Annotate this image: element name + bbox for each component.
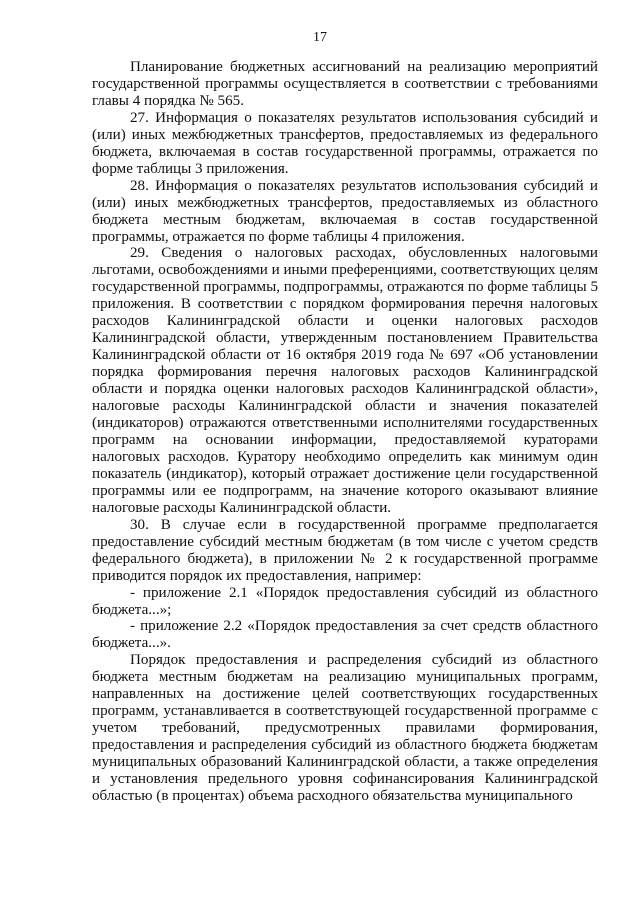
- paragraph-29: 29. Сведения о налоговых расходах, обусловленных налоговыми льготами, освобождениями и иными преференциями, соответствующих целям государственной программы, подпрограммы, отражаются по форме таблицы 5 приложения. В соответствии с порядком формирования перечня налоговых расходов Калининградской области и оценки налоговых расходов Калининградской области, утвержденным постановлением Правительства Калининградской области от 16 октября 2019 года № 697 «Об установлении порядка формирования перечня налоговых расходов Калининградской области и порядка оценки налоговых расходов Калининградской области», налоговые расходы Калининградской области и значения показателей (индикаторов) отражаются ответственными исполнителями государственных программ на основании информации, предоставляемой кураторами налоговых расходов. Куратору необходимо определить как минимум один показатель (индикатор), который отражает достижение цели государственной программы или ее подпрограмм, на значение которого оказывают влияние налоговые расходы Калининградской области.: [92, 245, 598, 516]
- list-item-appendix-2-1: - приложение 2.1 «Порядок предоставления субсидий из областного бюджета...»;: [92, 584, 598, 618]
- paragraph-subsidy-procedure: Порядок предоставления и распределения субсидий из областного бюджета местным бюджетам на реализацию муниципальных программ, направленных на достижение целей соответствующих государственных программ, устанавливается в соответствующей государственной программе с учетом требований, предусмотренных правилами формирования, предоставления и распределения субсидий из областного бюджета бюджетам муниципальных образований Калининградской области, а также определения и установления предельного уровня софинансирования Калининградской областью (в процентах) объема расходного обязательства муниципального: [92, 652, 598, 804]
- paragraph-27: 27. Информация о показателях результатов использования субсидий и (или) иных межбюджетных трансфертов, предоставляемых из федерального бюджета, включаемая в состав государственной программы, отражается по форме таблицы 3 приложения.: [92, 109, 598, 177]
- document-body: [92, 59, 598, 805]
- paragraph-30: 30. В случае если в государственной программе предполагается предоставление субсидий местным бюджетам (в том числе с учетом средств федерального бюджета), в приложении № 2 к государственной программе приводится порядок их предоставления, например:: [92, 516, 598, 584]
- page-number: 17: [313, 30, 327, 45]
- paragraph-28: 28. Информация о показателях результатов использования субсидий и (или) иных межбюджетных трансфертов, предоставляемых из областного бюджета местным бюджетам, включаемая в состав государственной программы, отражается по форме таблицы 4 приложения.: [92, 177, 598, 245]
- list-item-appendix-2-2: - приложение 2.2 «Порядок предоставления за счет средств областного бюджета...».: [92, 618, 598, 652]
- paragraph-budget-planning: Планирование бюджетных ассигнований на реализацию мероприятий государственной программы осуществляется в соответствии с требованиями главы 4 порядка № 565.: [92, 59, 598, 109]
